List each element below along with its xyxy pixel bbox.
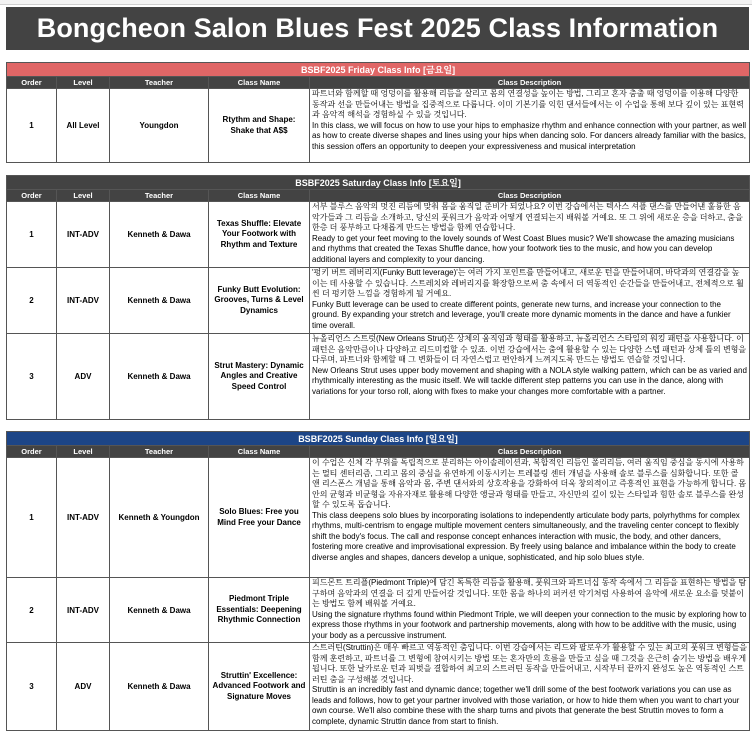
col-header-order: Order (7, 190, 57, 202)
description-english: This class deepens solo blues by incorporating isolations to independently articulate body parts, polyrhythms for complex rhythms, multi-centrism to engage multiple movement centers simultaneously, and the traveling center concept to flexibly shift the body's focus. The call and response concept enhances interaction with music, the body, and other dancers, fostering more creative and improvisational expression. By freely using balance and imbalance within the body to create diverse angles and shapes, dancers develop a unique, sophisticated, and hip solo blues style. (312, 510, 740, 562)
level-cell: INT-ADV (57, 458, 110, 578)
order-cell: 3 (7, 643, 57, 731)
order-cell: 1 (7, 89, 57, 163)
col-header-description: Class Description (310, 446, 750, 458)
col-header-level: Level (57, 446, 110, 458)
order-cell: 1 (7, 458, 57, 578)
level-cell: INT-ADV (57, 202, 110, 268)
description-korean: 스트러틴(Struttin)은 매우 빠르고 역동적인 춤입니다. 이번 강습에서는 리드와 팔로우가 활용할 수 있는 최고의 풋워크 변형들을 함께 훈련하고, 파트너를 그 변형에 참여시키는 방법 또는 혼자만의 흐름을 만들고 싶을 때 그것을 은근히 숨기는 방법을 배우게 됩니다. 또한 날카로운 턴과 피벗을 결합하여 최고의 스트러틴 동작을 만들어내고, 시작부터 끝까지 완성도 높은 역동적인 스트러틴 춤을 구성해볼 것입니다. (312, 643, 747, 684)
description-korean: 이 수업은 신체 각 부위를 독립적으로 분리하는 아이솔레이션과, 복합적인 리듬인 폴리리듬, 여러 움직임 중심을 동시에 사용하는 멀티 센터리즘, 그리고 몸의 중심을 유연하게 이동시키는 트레블링 센터 개념을 사용해 솔로 블루스를 심화합니다. 또한 콜 앤 리스폰스 개념을 통해 음악과 몸, 주변 댄서와의 상호작용을 강화하여 더욱 창의적이고 즉흥적인 표현을 가능하게 합니다. 몸 안의 균형과 비균형을 자유자재로 활용해 다양한 앵글과 형태를 만들고, 자신만의 깊이 있는 스타일과 힘한 솔로 블루스를 완성할 수 있도록 돕습니다. (312, 458, 747, 509)
description-cell (310, 202, 750, 268)
col-header-order: Order (7, 446, 57, 458)
teacher-cell: Kenneth & Dawa (110, 643, 209, 731)
col-header-teacher: Teacher (110, 77, 209, 89)
teacher-cell: Kenneth & Dawa (110, 202, 209, 268)
level-cell: INT-ADV (57, 578, 110, 643)
col-header-level: Level (57, 190, 110, 202)
col-header-teacher: Teacher (110, 190, 209, 202)
col-header-teacher: Teacher (110, 446, 209, 458)
description-english: In this class, we will focus on how to use your hips to emphasize rhythm and enhance connection with your partner, as well as how to create diverse shapes and lines using your hips when dancing solo. For dancers already familiar with the basics, this session offers an opportunity to deepen your expressiveness and musical interpretation (312, 120, 747, 151)
section-title: BSBF2025 Saturday Class Info [토요일] (7, 176, 750, 190)
order-cell: 2 (7, 578, 57, 643)
teacher-cell: Youngdon (110, 89, 209, 163)
order-cell: 3 (7, 334, 57, 420)
description-english: Struttin is an incredibly fast and dynamic dance; together we'll drill some of the best footwork variations you can use as leads and follows, how to get your partner involved with those variation, or how to hide them when you want to chart your own course. We'll also combine these with the sharp turns and pivots that generate the best Struttin moves to form a complete, dynamic Struttin dance from start to finish. (312, 685, 740, 726)
table-row (7, 89, 750, 163)
sunday-section-table (6, 431, 750, 731)
col-header-order: Order (7, 77, 57, 89)
page-title: Bongcheon Salon Blues Fest 2025 Class Information (6, 7, 749, 50)
col-header-class-name: Class Name (209, 190, 310, 202)
teacher-cell: Kenneth & Dawa (110, 578, 209, 643)
section-title: BSBF2025 Sunday Class Info [일요일] (7, 432, 750, 446)
teacher-cell: Kenneth & Dawa (110, 334, 209, 420)
level-cell: All Level (57, 89, 110, 163)
table-row (7, 268, 750, 334)
spreadsheet-column-header (0, 0, 752, 5)
description-korean: '펑키 버트 레버리지(Funky Butt leverage)'는 여러 가지 포인트를 만들어내고, 새로운 턴을 만들어내며, 바닥과의 연결감을 높이는 데 사용할 수 있습니다. 스트레치와 레버리지를 확장함으로써 춤 속에서 더 역동적인 순간들을 만들어내고, 전체적으로 훨씬 더 펑키한 느낌을 경험하게 될 거예요. (312, 268, 744, 298)
description-cell (310, 268, 750, 334)
level-cell: ADV (57, 334, 110, 420)
order-cell: 2 (7, 268, 57, 334)
table-row (7, 458, 750, 578)
class-name-cell: Rtythm and Shape: Shake that A$$ (209, 89, 310, 163)
saturday-section-table (6, 175, 750, 420)
col-header-description: Class Description (310, 77, 750, 89)
section-title: BSBF2025 Friday Class Info [금요일] (7, 63, 750, 77)
description-cell (310, 643, 750, 731)
description-korean: 피드몬트 트리플(Piedmont Triple)에 담긴 독특한 리듬을 활용해, 풋워크와 파트너십 동작 속에서 그 리듬을 표현하는 방법을 탐구하며 음악과의 연결을 더 깊게 만들어갈 것입니다. 또한 몸을 하나의 퍼커션 악기처럼 사용하여 음악에 새로운 요소를 덧붙이는 방법도 함께 배워볼 거예요. (312, 578, 747, 608)
class-name-cell: Funky Butt Evolution: Grooves, Turns & Level Dynamics (209, 268, 310, 334)
teacher-cell: Kenneth & Dawa (110, 268, 209, 334)
description-english: Using the signature rhythms found within Piedmont Triple, we will deepen your connection to the music by exploring how to express those rhythms in your footwork and partnership movements, along with how to be additive with the music, using your body as a percussive instrument. (312, 609, 747, 640)
table-row (7, 334, 750, 420)
class-name-cell: Piedmont Triple Essentials: Deepening Rhythmic Connection (209, 578, 310, 643)
description-korean: 파트너와 함께할 때 엉덩이를 활용해 리듬을 살리고 몸의 연결성을 높이는 방법, 그리고 혼자 춤출 때 엉덩이를 이용해 다양한 동작과 선을 만들어내는 방법을 집중적으로 다룹니다. 이미 기본기를 익힌 댄서들에서는 이 수업을 통해 보다 깊이 있는 표현력과 음악적 해석을 경험하실 수 있을 것입니다. (312, 89, 744, 119)
table-row (7, 643, 750, 731)
description-cell (310, 89, 750, 163)
teacher-cell: Kenneth & Youngdon (110, 458, 209, 578)
order-cell: 1 (7, 202, 57, 268)
col-header-level: Level (57, 77, 110, 89)
description-cell (310, 334, 750, 420)
table-row (7, 578, 750, 643)
class-name-cell: Struttin' Excellence: Advanced Footwork and Signature Moves (209, 643, 310, 731)
friday-section-table (6, 62, 750, 163)
class-name-cell: Strut Mastery: Dynamic Angles and Creative Speed Control (209, 334, 310, 420)
col-header-description: Class Description (310, 190, 750, 202)
class-name-cell: Texas Shuffle: Elevate Your Footwork with Rhythm and Texture (209, 202, 310, 268)
description-cell (310, 458, 750, 578)
col-header-class-name: Class Name (209, 446, 310, 458)
level-cell: ADV (57, 643, 110, 731)
description-korean: 뉴올리언스 스트럿(New Orleans Strut)은 상체의 움직임과 형태를 활용하고, 뉴올리언스 스타일의 워킹 패턴을 사용합니다. 이 패턴은 음악만큼이나 다양하고 리드미컬할 수 있죠. 이번 강습에서는 춤에 활용할 수 있는 다양한 스텝 패턴과 상체 틀의 변형을 다루며, 파트너와 함께할 때 그 변화들이 더 자연스럽고 편안하게 느껴지도록 만드는 방법도 연습할 것입니다. (312, 334, 747, 364)
class-name-cell: Solo Blues: Free you Mind Free your Dance (209, 458, 310, 578)
description-korean: 서부 블루스 음악의 멋진 리듬에 맞춰 몸을 움직일 준비가 되었나요? 이번 강습에서는 텍사스 셔플 댄스를 만들어낸 훌륭한 음악가들과 그 리듬을 소개하고, 당신의 풋워크가 음악과 어떻게 연결되는지 배워볼 거예요. 또 그 위에 새로운 층을 더하고, 춤을 한층 더 풍부하고 다채롭게 만드는 방법을 함께 연습합니다. (312, 202, 743, 232)
description-english: New Orleans Strut uses upper body movement and shaping with a NOLA style walking pattern, which can be as varied and rhythmically interesting as the music itself. We will tackle different step patterns you can use in the dance, along with variations for your torso roll, along with fixes to make your changes more comfortable with a partner. (312, 365, 747, 396)
level-cell: INT-ADV (57, 268, 110, 334)
description-english: Funky Butt leverage can be used to create different points, generate new turns, and increase your connection to the ground. By expanding your stretch and leverage, you'll create more dynamic moments in the dance and have a funkier time overall. (312, 299, 731, 330)
table-row (7, 202, 750, 268)
description-cell (310, 578, 750, 643)
description-english: Ready to get your feet moving to the lovely sounds of West Coast Blues music? We'll showcase the amazing musicians and rhythms that created the Texas Shuffle dance, how your footwork ties to the music, and how you can develop additional layers and complexity to your dancing. (312, 233, 735, 264)
col-header-class-name: Class Name (209, 77, 310, 89)
